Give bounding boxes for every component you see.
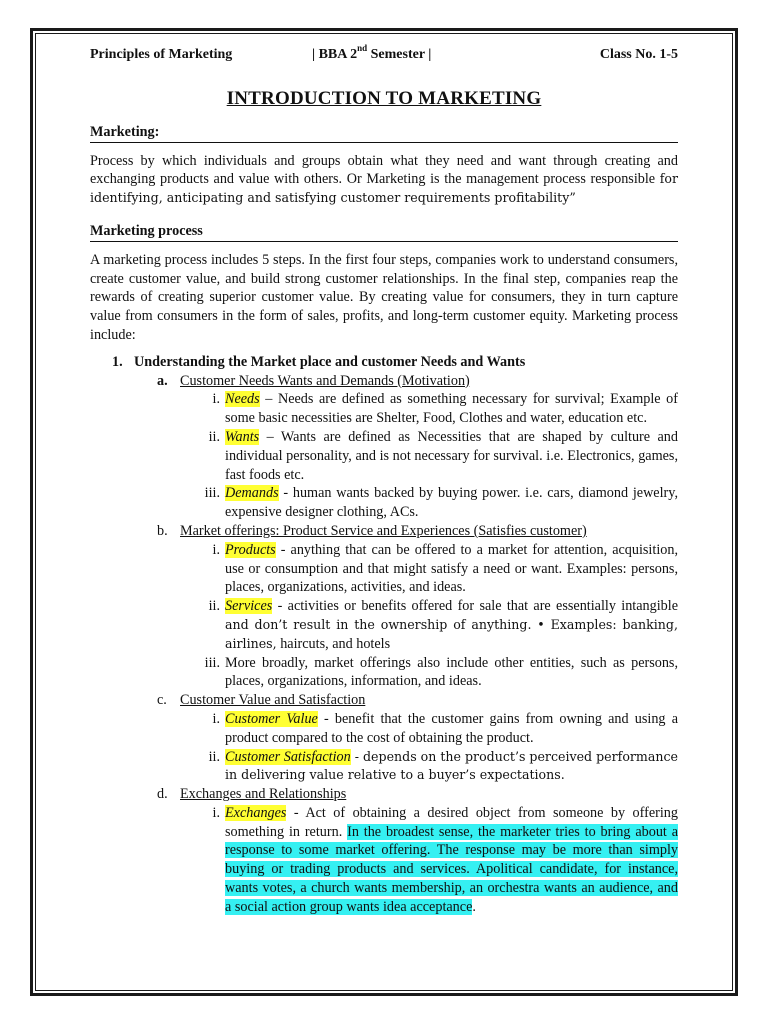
section-heading-marketing-process: Marketing process [90,222,678,242]
highlight-term: Products [225,541,276,558]
document-title: INTRODUCTION TO MARKETING [226,88,542,109]
sub-item-b: b. Market offerings: Product Service and Experiences (Satisfies customer) [157,522,587,539]
page-header [90,43,678,68]
marketing-process-text: A marketing process includes 5 steps. In the first four steps, companies work to understand consumers, create customer value, and build strong customer relationships. In the final step, companies reap the rewards of creating superior customer value. By creating value for consumers, they in turn capture value from consumers in the form of sales, profits, and long-term customer equity. Marketing process include: [90,251,678,343]
highlight-term: Customer Satisfaction [225,748,351,765]
document-body [90,43,678,917]
section-heading-marketing: Marketing: [90,123,678,143]
header-course: Principles of Marketing [90,47,233,62]
list-item: i. Customer Value - benefit that the customer gains from owning and using a product compared to the cost of obtaining the product. [212,710,678,746]
list-item: i. Needs – Needs are defined as something necessary for survival; Example of some basic necessities are Shelter, Food, Clothes and water, education etc. [212,391,678,427]
header-class-number: Class No. 1-5 [599,47,678,62]
highlight-term: Customer Value [225,710,318,727]
header-semester: | BBA 2nd Semester | [312,43,432,62]
list-item: iii. Demands - human wants backed by buying power. i.e. cars, diamond jewelry, expensive designer clothing, ACs. [204,485,678,521]
sub-item-d: d. Exchanges and Relationships [157,786,347,803]
sub-item-c: c. Customer Value and Satisfaction [157,692,366,709]
highlight-term: Needs [225,391,260,408]
highlight-term: Exchanges [225,804,287,821]
list-item: i. Products - anything that can be offered to a market for attention, acquisition, use or consumption and that might satisfy a need or want. Examples: persons, places, organizations, activities, and ideas. [212,541,678,596]
list-item-1: 1. Understanding the Market place and customer Needs and Wants [112,353,526,370]
list-item: ii. Services - activities or benefits offered for sale that are essentially intangible and don’t result in the ownership of anything. • Examples: banking, airlines, haircuts, and hotels [208,598,678,652]
highlight-passage: In the broadest sense, the marketer tries to bring about a response to some market offering. The response may be more than simply buying or trading products and services. Apolitical candidate, for instance, wants votes, a church wants membership, an orchestra wants an audience, and a social action group wants idea acceptance [225,823,678,915]
highlight-term: Wants [225,428,260,445]
list-item: iii. More broadly, market offerings also include other entities, such as persons, places, organizations, information, and ideas. [204,654,678,690]
list-item: ii. Customer Satisfaction - depends on the product’s perceived performance in delivering value relative to a buyer’s expectations. [208,748,678,783]
list-item: ii. Wants – Wants are defined as Necessities that are shaped by culture and individual personality, and is not necessary for survival. i.e. Electronics, games, fast foods etc. [208,428,678,483]
list-item: i. Exchanges - Act of obtaining a desired object from someone by offering something in return. In the broadest sense, the marketer tries to bring about a response to some market offering. The response may be more than simply buying or trading products and services. Apolitical candidate, for instance, wants votes, a church wants membership, an orchestra wants an audience, and a social action group wants idea acceptance. [212,804,678,915]
sub-item-a: a. Customer Needs Wants and Demands (Motivation) [157,372,470,389]
marketing-definition: Process by which individuals and groups obtain what they need and want through creating and exchanging products and value with others. Or Marketing is the management process responsible for identifying, anticipating and satisfying customer requirements profitability” [90,152,678,206]
highlight-term: Demands [225,485,279,502]
highlight-term: Services [225,598,273,615]
